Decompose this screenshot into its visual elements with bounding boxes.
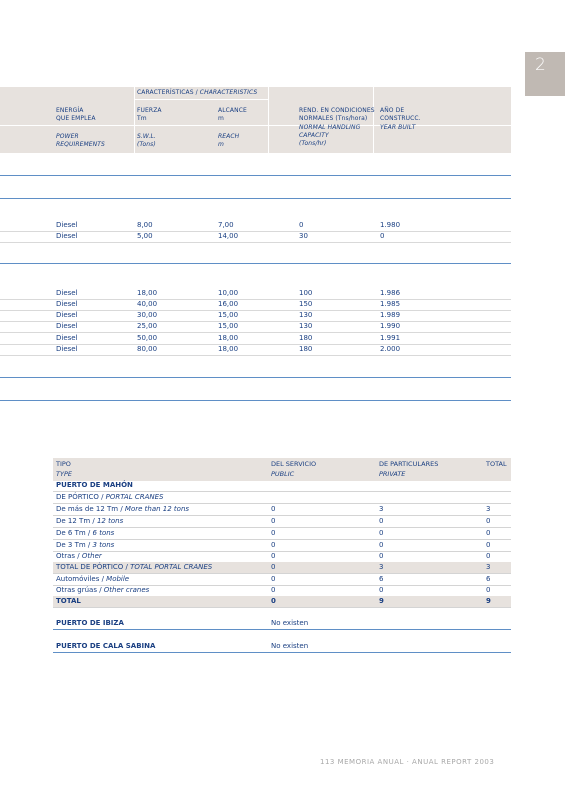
public-value: 0 bbox=[271, 505, 276, 513]
private-value: 9 bbox=[379, 597, 384, 605]
reach-header-en: REACH m bbox=[218, 133, 240, 148]
cala-sabina-value: No existen bbox=[271, 642, 309, 650]
year-cell: 1.985 bbox=[380, 300, 401, 308]
summary-row bbox=[53, 528, 511, 540]
portico-label: DE PÓRTICO / PORTAL CRANES bbox=[56, 493, 164, 501]
row-type: TOTAL bbox=[56, 597, 81, 605]
energy-cell: Diesel bbox=[56, 334, 78, 342]
section-rule bbox=[0, 377, 511, 378]
cala-sabina-row bbox=[53, 642, 511, 653]
reach-header-es: ALCANCE m bbox=[218, 107, 247, 122]
total-header: TOTAL bbox=[486, 460, 507, 468]
summary-table-header bbox=[53, 458, 511, 481]
year-cell: 0 bbox=[380, 232, 385, 240]
row-type: De 12 Tm / 12 tons bbox=[56, 517, 124, 525]
ibiza-title: PUERTO DE IBIZA bbox=[56, 619, 124, 627]
reach-cell: 15,00 bbox=[218, 311, 239, 319]
public-value: 0 bbox=[271, 552, 276, 560]
header-divider bbox=[0, 125, 511, 126]
year-header-es: AÑO DE CONSTRUCC. bbox=[380, 107, 421, 122]
private-value: 0 bbox=[379, 529, 384, 537]
year-cell: 1.991 bbox=[380, 334, 401, 342]
section-rule bbox=[0, 400, 511, 401]
private-value: 3 bbox=[379, 563, 384, 571]
capacity-cell: 0 bbox=[299, 221, 304, 229]
energy-cell: Diesel bbox=[56, 311, 78, 319]
capacity-cell: 30 bbox=[299, 232, 308, 240]
force-cell: 18,00 bbox=[137, 289, 158, 297]
private-value: 0 bbox=[379, 552, 384, 560]
row-type: De 6 Tm / 6 tons bbox=[56, 529, 115, 537]
characteristics-label: CARACTERÍSTICAS / CHARACTERISTICS bbox=[137, 89, 258, 96]
section-rule bbox=[0, 175, 511, 176]
energy-header-es: ENERGÍA QUE EMPLEA bbox=[56, 107, 96, 122]
row-divider bbox=[0, 355, 511, 356]
row-type: TOTAL DE PÓRTICO / TOTAL PORTAL CRANES bbox=[56, 563, 213, 571]
force-cell: 5,00 bbox=[137, 232, 153, 240]
summary-row bbox=[53, 516, 511, 528]
public-value: 0 bbox=[271, 529, 276, 537]
force-cell: 8,00 bbox=[137, 221, 153, 229]
energy-cell: Diesel bbox=[56, 322, 78, 330]
summary-total-row bbox=[53, 596, 511, 608]
reach-cell: 7,00 bbox=[218, 221, 234, 229]
type-header-es: TIPO bbox=[56, 460, 71, 468]
force-cell: 50,00 bbox=[137, 334, 158, 342]
public-header-en: PUBLIC bbox=[271, 470, 295, 478]
header-divider bbox=[134, 99, 268, 100]
capacity-cell: 100 bbox=[299, 289, 313, 297]
header-divider bbox=[268, 87, 269, 153]
cala-sabina-title: PUERTO DE CALA SABINA bbox=[56, 642, 156, 650]
row-divider bbox=[0, 332, 511, 333]
total-value: 0 bbox=[486, 517, 491, 525]
capacity-cell: 130 bbox=[299, 322, 313, 330]
private-value: 3 bbox=[379, 505, 384, 513]
year-cell: 1.989 bbox=[380, 311, 401, 319]
energy-cell: Diesel bbox=[56, 289, 78, 297]
private-value: 0 bbox=[379, 517, 384, 525]
total-value: 0 bbox=[486, 541, 491, 549]
row-type: Otras grúas / Other cranes bbox=[56, 586, 150, 594]
year-cell: 1.986 bbox=[380, 289, 401, 297]
row-type: De más de 12 Tm / More than 12 tons bbox=[56, 505, 190, 513]
public-header-es: DEL SERVICIO bbox=[271, 460, 317, 468]
private-header-en: PRIVATE bbox=[379, 470, 406, 478]
total-value: 0 bbox=[486, 586, 491, 594]
summary-row bbox=[53, 504, 511, 516]
total-value: 0 bbox=[486, 529, 491, 537]
reach-cell: 16,00 bbox=[218, 300, 239, 308]
energy-cell: Diesel bbox=[56, 221, 78, 229]
energy-header-en: POWER REQUIREMENTS bbox=[56, 133, 105, 148]
section-rule bbox=[0, 263, 511, 264]
year-cell: 2.000 bbox=[380, 345, 401, 353]
row-type: De 3 Tm / 3 tons bbox=[56, 541, 115, 549]
public-value: 0 bbox=[271, 517, 276, 525]
total-value: 9 bbox=[486, 597, 491, 605]
page-footer: 113 MEMORIA ANUAL · ANUAL REPORT 2003 bbox=[320, 758, 495, 766]
ibiza-row bbox=[53, 619, 511, 630]
public-value: 0 bbox=[271, 586, 276, 594]
force-header-en: S.W.L. (Tons) bbox=[137, 133, 156, 148]
ibiza-value: No existen bbox=[271, 619, 309, 627]
total-value: 3 bbox=[486, 563, 491, 571]
energy-cell: Diesel bbox=[56, 345, 78, 353]
capacity-header-en: NORMAL HANDLING CAPACITY (Tons/hr) bbox=[299, 124, 361, 147]
total-value: 0 bbox=[486, 552, 491, 560]
portico-group-row bbox=[53, 492, 511, 504]
total-value: 6 bbox=[486, 575, 491, 583]
private-value: 0 bbox=[379, 586, 384, 594]
private-header-es: DE PARTICULARES bbox=[379, 460, 439, 468]
reach-cell: 18,00 bbox=[218, 334, 239, 342]
force-cell: 30,00 bbox=[137, 311, 158, 319]
energy-cell: Diesel bbox=[56, 232, 78, 240]
private-value: 6 bbox=[379, 575, 384, 583]
chapter-tab bbox=[525, 52, 565, 96]
force-header-es: FUERZA Tm bbox=[137, 107, 162, 122]
private-value: 0 bbox=[379, 541, 384, 549]
total-value: 3 bbox=[486, 505, 491, 513]
energy-cell: Diesel bbox=[56, 300, 78, 308]
capacity-cell: 130 bbox=[299, 311, 313, 319]
force-cell: 25,00 bbox=[137, 322, 158, 330]
type-header-en: TYPE bbox=[56, 470, 72, 478]
header-divider bbox=[134, 87, 135, 153]
year-header-en: YEAR BUILT bbox=[380, 124, 416, 131]
public-value: 0 bbox=[271, 575, 276, 583]
row-type: Otras / Other bbox=[56, 552, 102, 560]
reach-cell: 18,00 bbox=[218, 345, 239, 353]
capacity-cell: 150 bbox=[299, 300, 313, 308]
public-value: 0 bbox=[271, 541, 276, 549]
summary-subtotal-row bbox=[53, 562, 511, 574]
force-cell: 40,00 bbox=[137, 300, 158, 308]
equipment-table-header bbox=[0, 87, 511, 153]
row-divider bbox=[0, 242, 511, 243]
year-cell: 1.980 bbox=[380, 221, 401, 229]
capacity-cell: 180 bbox=[299, 334, 313, 342]
force-cell: 80,00 bbox=[137, 345, 158, 353]
capacity-cell: 180 bbox=[299, 345, 313, 353]
capacity-header-es: REND. EN CONDICIONES NORMALES (Tns/hora) bbox=[299, 107, 375, 122]
reach-cell: 15,00 bbox=[218, 322, 239, 330]
reach-cell: 14,00 bbox=[218, 232, 239, 240]
chapter-number: 2 bbox=[535, 55, 546, 75]
mahon-title: PUERTO DE MAHÓN bbox=[56, 481, 133, 489]
row-type: Automóviles / Mobile bbox=[56, 575, 130, 583]
public-value: 0 bbox=[271, 563, 276, 571]
section-rule bbox=[0, 198, 511, 199]
reach-cell: 10,00 bbox=[218, 289, 239, 297]
mahon-title-row bbox=[53, 481, 511, 492]
year-cell: 1.990 bbox=[380, 322, 401, 330]
public-value: 0 bbox=[271, 597, 276, 605]
